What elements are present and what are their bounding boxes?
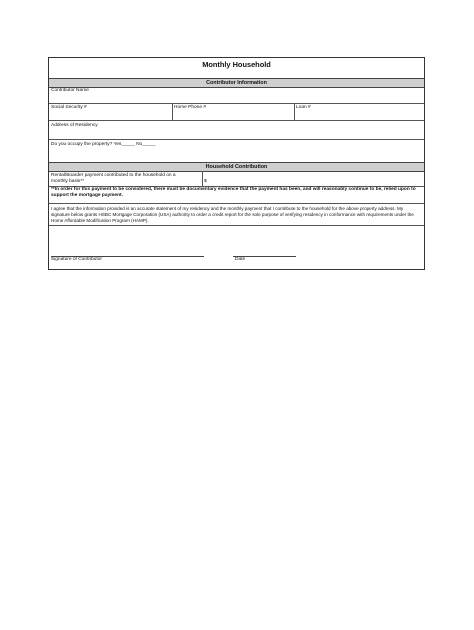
- payment-label-line2: monthly basis**: [51, 179, 85, 184]
- date-label: Date: [235, 257, 246, 262]
- occupy-question: Do you occupy the property? Yes_____ No_____: [51, 142, 156, 147]
- contributor-information-header: Contributor Information: [49, 78, 424, 88]
- loan-label: Loan #: [296, 105, 311, 110]
- documentary-evidence-notice: **In order for this payment to be considered, there must be documentary evidence that the payment has been, and will reasonably continue to be, relied upon to support the mortgage payment.: [51, 187, 416, 198]
- column-divider: [202, 171, 203, 186]
- agreement-text: I agree that the information provided is an accurate statement of my residency and the monthly payment that I contribute to the household for the above property address. My signature below grants HSBC Mortgage Corporation (USA) authority to order a credit report for the sole purpose of verifying residency in conformance with requirements under the Home Affordable Modification Program (HAMP).: [51, 206, 414, 223]
- signature-label: Signature of Contributor: [51, 257, 102, 262]
- ssn-label: Social Security #: [51, 105, 87, 110]
- form-title: Monthly Household: [202, 60, 271, 69]
- column-divider: [294, 103, 295, 120]
- row-divider: [49, 225, 424, 226]
- address-label: Address of Residency: [51, 123, 98, 128]
- row-divider: [49, 120, 424, 121]
- column-divider: [172, 103, 173, 120]
- row-divider: [49, 203, 424, 204]
- contributor-name-label: Contributor Name: [51, 88, 89, 93]
- payment-label-line1: Rental/Boarder payment contributed to the household on a: [51, 173, 176, 178]
- dollar-sign: $: [204, 179, 207, 184]
- monthly-household-form: [48, 57, 425, 270]
- row-divider: [49, 139, 424, 140]
- home-phone-label: Home Phone #: [174, 105, 206, 110]
- household-contribution-header: Household Contribution: [49, 162, 424, 172]
- row-divider: [49, 103, 424, 104]
